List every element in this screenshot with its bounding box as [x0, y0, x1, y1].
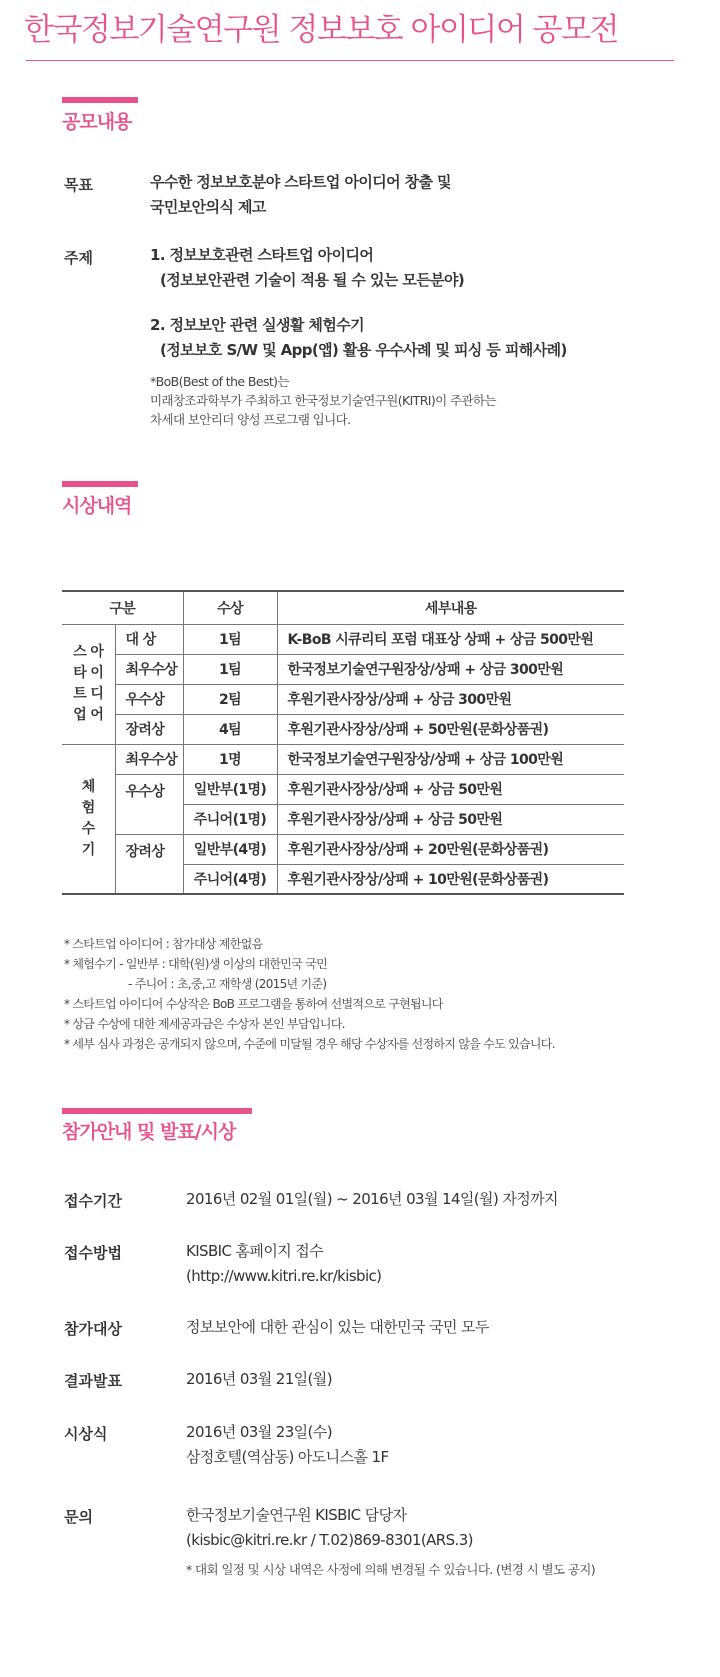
goal-line-2: 국민보안의식 제고	[150, 198, 266, 216]
award-name: 최우수상	[115, 654, 183, 684]
award-detail: 후원기관사장상/상패 + 10만원(문화상품권)	[277, 864, 624, 894]
award-name: 최우수상	[115, 744, 183, 774]
award-detail: K-BoB 시큐리티 포럼 대표상 상패 + 상금 500만원	[277, 624, 624, 654]
award-count: 일반부(1명)	[183, 774, 277, 804]
award-detail: 후원기관사장상/상패 + 상금 50만원	[277, 774, 624, 804]
section-accent-bar	[62, 481, 138, 487]
contact-label: 문의	[64, 1508, 93, 1526]
award-name: 장려상	[115, 714, 183, 744]
group-label-line: 험	[81, 799, 95, 816]
award-note-6: * 세부 심사 과정은 공개되지 않으며, 수준에 미달될 경우 해당 수상자를 선정하지 않을 수도 있습니다.	[64, 1037, 555, 1051]
topic-label: 주제	[64, 249, 93, 267]
ceremony-value-1: 2016년 03월 23일(수)	[186, 1423, 332, 1441]
result-label: 결과발표	[64, 1372, 122, 1390]
awards-table	[62, 590, 624, 895]
goal-label: 목표	[64, 176, 93, 194]
section-heading-participation: 참가안내 및 발표/시상	[62, 1121, 236, 1143]
award-name: 우수상	[115, 774, 183, 834]
group-label-line: 기	[81, 841, 95, 858]
group-label-line: 스 아	[73, 644, 104, 660]
award-count: 주니어(1명)	[183, 804, 277, 834]
header-category: 구분	[62, 591, 183, 624]
award-note-4: * 스타트업 아이디어 수상작은 BoB 프로그램을 통하여 선별적으로 구현됩니다	[64, 997, 443, 1011]
group-label-line: 타 이	[73, 665, 104, 681]
contact-value-1: 한국정보기술연구원 KISBIC 담당자	[186, 1506, 407, 1524]
table-row	[62, 714, 624, 744]
group-label-line: 수	[81, 820, 95, 837]
method-value-1: KISBIC 홈페이지 접수	[186, 1242, 324, 1260]
group-label-line: 트 디	[73, 686, 104, 702]
topic-2-sub: (정보보호 S/W 및 App(앱) 활용 우수사례 및 피싱 등 피해사례)	[160, 341, 567, 359]
bob-note-3: 차세대 보안리더 양성 프로그램 입니다.	[150, 412, 351, 427]
section-accent-bar	[62, 1108, 252, 1114]
period-value: 2016년 02월 01일(월) ~ 2016년 03월 14일(월) 자정까지	[186, 1190, 558, 1208]
schedule-footnote: * 대회 일정 및 시상 내역은 사정에 의해 변경될 수 있습니다. (변경 시 별도 공지)	[186, 1562, 596, 1577]
header-award: 수상	[183, 591, 277, 624]
bob-note-1: *BoB(Best of the Best)는	[150, 374, 289, 389]
contact-value-2: (kisbic@kitri.re.kr / T.02)869-8301(ARS.3)	[186, 1531, 473, 1549]
section-heading-awards: 시상내역	[62, 495, 132, 517]
award-detail: 후원기관사장상/상패 + 상금 50만원	[277, 804, 624, 834]
award-count: 1팀	[183, 654, 277, 684]
award-detail: 후원기관사장상/상패 + 상금 300만원	[277, 684, 624, 714]
bob-note-2: 미래창조과학부가 주최하고 한국정보기술연구원(KITRI)이 주관하는	[150, 393, 496, 408]
target-label: 참가대상	[64, 1320, 122, 1338]
period-label: 접수기간	[64, 1192, 122, 1210]
ceremony-value-2: 삼정호텔(역삼동) 아도니스홀 1F	[186, 1448, 389, 1466]
award-name: 우수상	[115, 684, 183, 714]
award-name: 장려상	[115, 834, 183, 894]
section-heading-contest: 공모내용	[62, 111, 132, 133]
method-value-2: (http://www.kitri.re.kr/kisbic)	[186, 1267, 382, 1285]
award-count: 1팀	[183, 624, 277, 654]
award-note-3: - 주니어 : 초,중,고 재학생 (2015년 기준)	[128, 977, 327, 991]
award-detail: 한국정보기술연구원장상/상패 + 상금 300만원	[277, 654, 624, 684]
goal-line-1: 우수한 정보보호분야 스타트업 아이디어 창출 및	[150, 173, 451, 191]
table-header-row	[62, 591, 624, 624]
result-value: 2016년 03월 21일(월)	[186, 1370, 332, 1388]
award-note-5: * 상금 수상에 대한 제세공과금은 수상자 본인 부담입니다.	[64, 1017, 345, 1031]
award-count: 1명	[183, 744, 277, 774]
award-detail: 후원기관사장상/상패 + 50만원(문화상품권)	[277, 714, 624, 744]
group-label-line: 업 어	[73, 707, 104, 723]
award-detail: 한국정보기술연구원장상/상패 + 상금 100만원	[277, 744, 624, 774]
header-detail: 세부내용	[277, 591, 624, 624]
topic-2: 2. 정보보안 관련 실생활 체험수기	[150, 316, 364, 334]
table-row	[62, 624, 624, 654]
group-label-line: 체	[81, 778, 95, 795]
award-name: 대 상	[115, 624, 183, 654]
award-note-1: * 스타트업 아이디어 : 참가대상 제한없음	[64, 937, 263, 951]
table-row	[62, 834, 624, 864]
award-count: 주니어(4명)	[183, 864, 277, 894]
table-row	[62, 744, 624, 774]
group-startup-idea	[62, 624, 115, 744]
award-count: 일반부(4명)	[183, 834, 277, 864]
target-value: 정보보안에 대한 관심이 있는 대한민국 국민 모두	[186, 1318, 489, 1336]
award-count: 2팀	[183, 684, 277, 714]
page-title: 한국정보기술연구원 정보보호 아이디어 공모전	[24, 12, 618, 48]
table-row	[62, 774, 624, 804]
group-experience-essay	[62, 744, 115, 894]
topic-1: 1. 정보보호관련 스타트업 아이디어	[150, 246, 374, 264]
ceremony-label: 시상식	[64, 1425, 108, 1443]
section-accent-bar	[62, 97, 138, 103]
award-count: 4팀	[183, 714, 277, 744]
table-row	[62, 654, 624, 684]
method-label: 접수방법	[64, 1244, 122, 1262]
topic-1-sub: (정보보안관련 기술이 적용 될 수 있는 모든분야)	[160, 271, 465, 289]
title-divider	[26, 60, 674, 61]
award-detail: 후원기관사장상/상패 + 20만원(문화상품권)	[277, 834, 624, 864]
table-row	[62, 684, 624, 714]
award-note-2: * 체험수기 - 일반부 : 대학(원)생 이상의 대한민국 국민	[64, 957, 327, 971]
